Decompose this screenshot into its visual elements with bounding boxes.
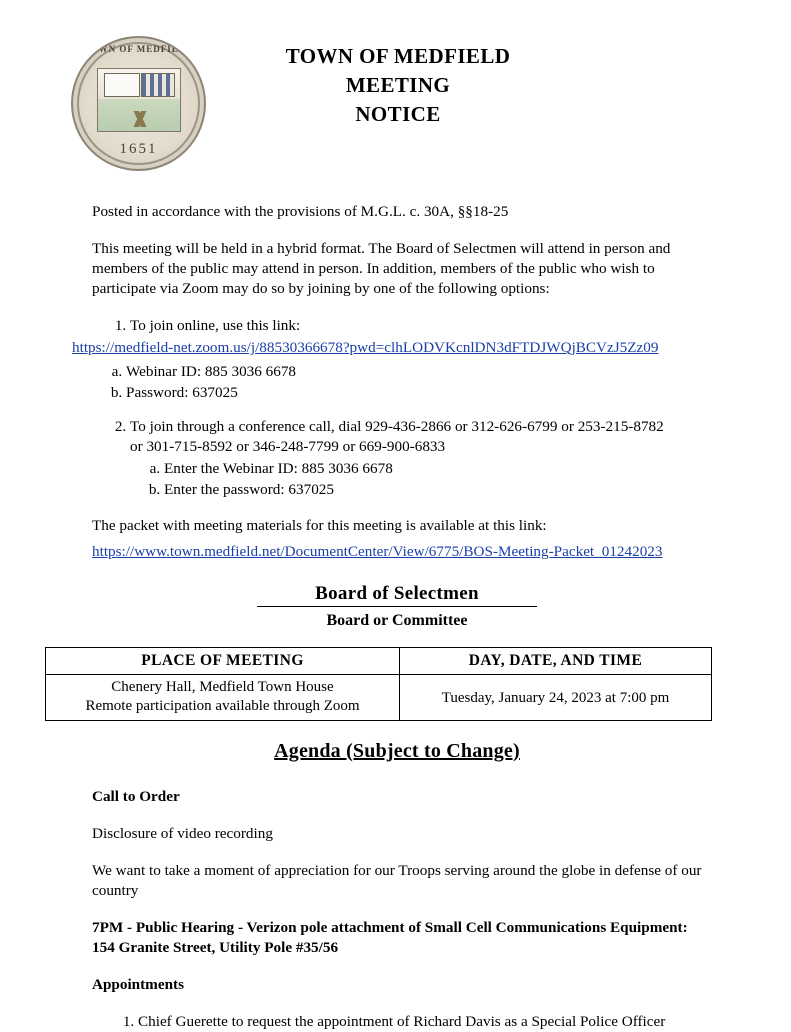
- seal-book-icon: [104, 73, 140, 97]
- zoom-link-wrapper: [72, 338, 702, 358]
- phone-password-item: b. Enter the password: 637025: [164, 480, 702, 500]
- join-options-list-2: [92, 417, 702, 500]
- join-options-list: [92, 316, 702, 336]
- phone-webinar-id-item: a. Enter the Webinar ID: 885 3036 6678: [164, 459, 702, 479]
- agenda-numbered-list: [92, 1012, 702, 1032]
- place-line-2: Remote participation available through Zoom: [85, 698, 360, 714]
- seal-year: 1651: [119, 141, 158, 157]
- header-day-date-time: DAY, DATE, AND TIME: [400, 648, 712, 675]
- place-line-1: Chenery Hall, Medfield Town House: [111, 679, 334, 695]
- meeting-details-table: [45, 647, 712, 721]
- hybrid-format-paragraph: This meeting will be held in a hybrid format. The Board of Selectmen will attend in person and members of the public may attend in person. In addition, members of the public who wish to participate via Zoom may do so by joining by one of the following options:: [92, 240, 671, 297]
- agenda-item-public-hearing: 7PM - Public Hearing - Verizon pole attachment of Small Cell Communications Equipment: 154 Granite Street, Utility Pole #35/56: [92, 919, 688, 956]
- seal-top-text: TOWN OF MEDFIELD: [83, 44, 194, 54]
- zoom-meeting-link[interactable]: https://medfield-net.zoom.us/j/88530366678?pwd=clhLODVKcnlDN3dFTDJWQjBCVzJ5Zz09: [72, 339, 659, 356]
- title-line-1: TOWN OF MEDFIELD: [285, 44, 511, 68]
- table-header-row: [46, 648, 712, 675]
- seal-emblem: [97, 68, 181, 132]
- cell-datetime: Tuesday, January 24, 2023 at 7:00 pm: [400, 675, 712, 721]
- document-header: [0, 0, 791, 160]
- agenda-item-appointments: Appointments: [92, 976, 184, 993]
- board-subtitle: Board or Committee: [326, 612, 468, 629]
- table-row: [46, 675, 712, 721]
- password-item: b. Password: 637025: [126, 383, 702, 403]
- cell-place: [46, 675, 400, 721]
- town-seal-icon: [71, 36, 206, 171]
- title-line-2: MEETING: [345, 73, 451, 97]
- online-details-list: [92, 362, 702, 403]
- page-title: [218, 42, 578, 129]
- agenda-item-troops: We want to take a moment of appreciation for our Troops serving around the globe in defense of our country: [92, 862, 702, 899]
- seal-grid-icon: [141, 73, 175, 97]
- phone-line-2: or 301-715-8592 or 346-248-7799 or 669-900-6833: [130, 438, 446, 455]
- agenda-item-disclosure: Disclosure of video recording: [92, 825, 273, 842]
- posting-notice: Posted in accordance with the provisions of M.G.L. c. 30A, §§18-25: [92, 203, 509, 220]
- packet-link[interactable]: https://www.town.medfield.net/DocumentCenter/View/6775/BOS-Meeting-Packet_01242023: [92, 543, 663, 560]
- packet-text: The packet with meeting materials for this meeting is available at this link:: [92, 517, 547, 534]
- join-option-phone: [130, 417, 702, 500]
- title-line-3: NOTICE: [355, 102, 441, 126]
- phone-details-list: [130, 459, 702, 500]
- list-item: 1. Chief Guerette to request the appointment of Richard Davis as a Special Police Officer: [138, 1012, 702, 1032]
- header-place-of-meeting: PLACE OF MEETING: [46, 648, 400, 675]
- seal-tools-icon: [116, 111, 164, 127]
- board-name: Board of Selectmen: [257, 584, 537, 607]
- agenda-item-call-to-order: Call to Order: [92, 788, 180, 805]
- phone-line-1: To join through a conference call, dial 929-436-2866 or 312-626-6799 or 253-215-8782: [130, 418, 664, 435]
- webinar-id-item: a. Webinar ID: 885 3036 6678: [126, 362, 702, 382]
- document-body: [72, 202, 702, 1032]
- join-option-online: [130, 316, 702, 336]
- join-online-label: To join online, use this link:: [130, 317, 301, 334]
- agenda-body: [92, 787, 702, 1032]
- packet-link-wrapper: [92, 542, 702, 562]
- board-heading: [92, 584, 702, 631]
- agenda-title: Agenda (Subject to Change): [274, 740, 520, 762]
